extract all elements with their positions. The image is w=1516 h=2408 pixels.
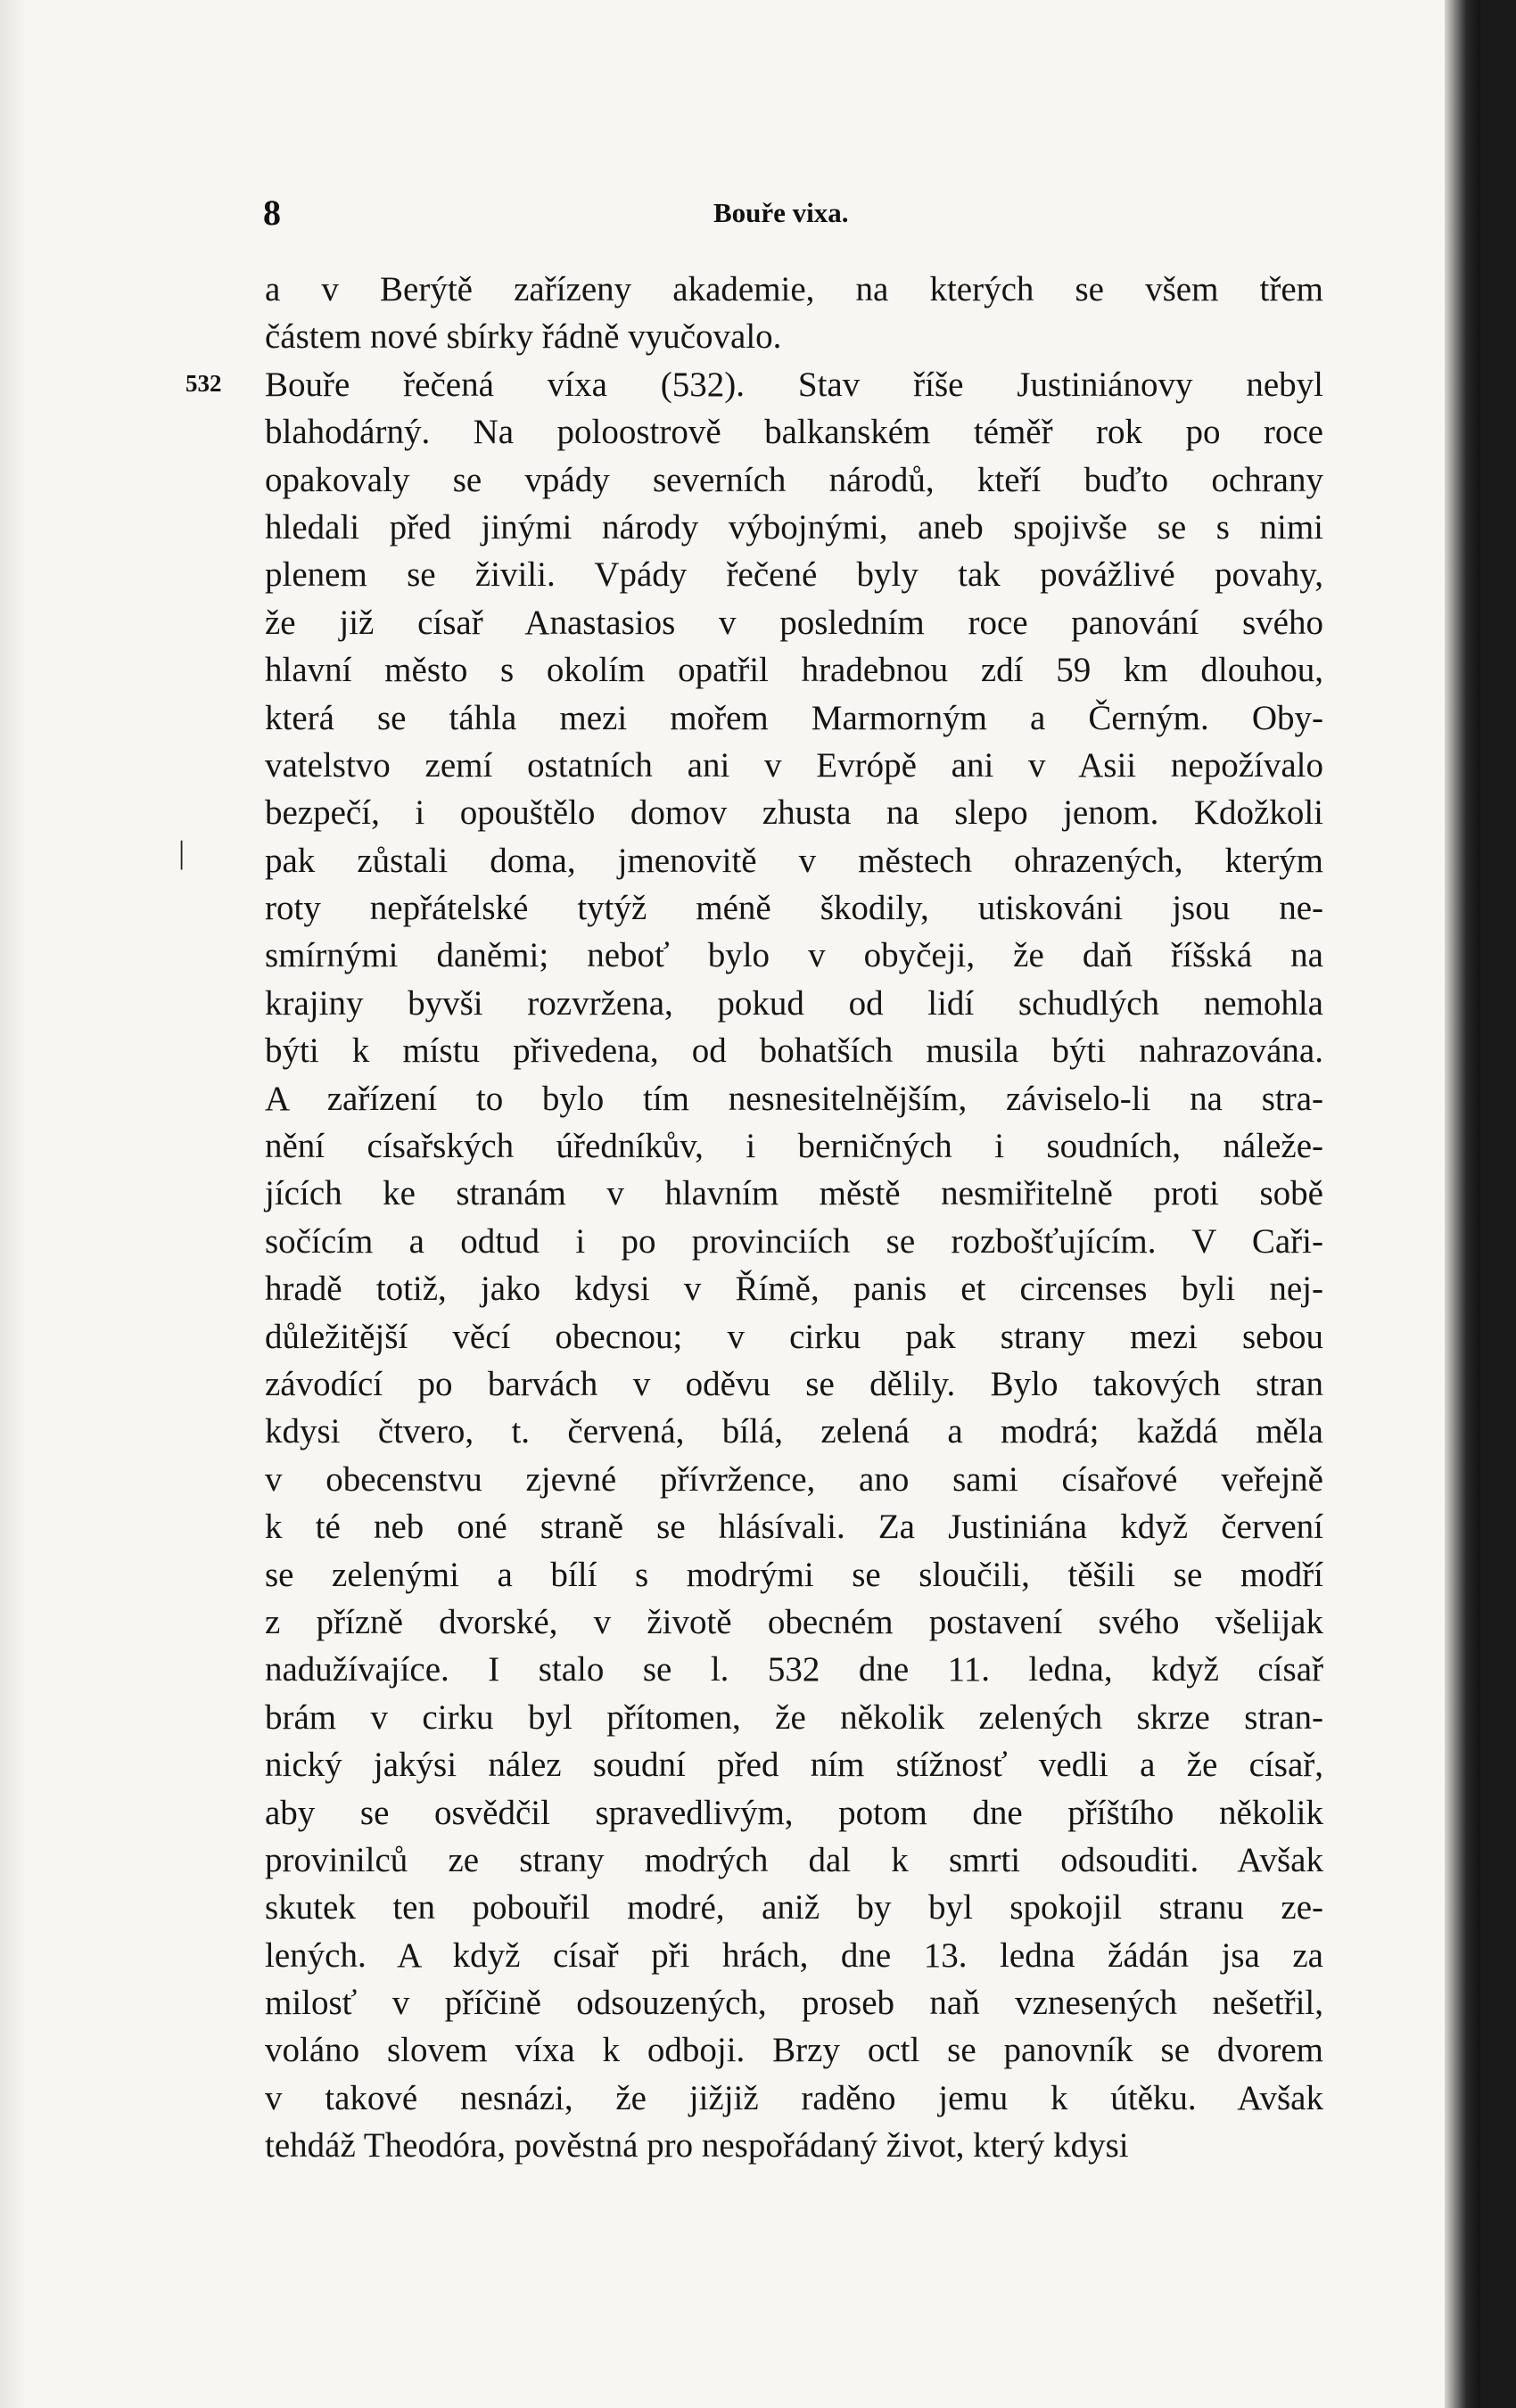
text-line: hledali před jinými národy výbojnými, aneb spojivše se s nimi (265, 507, 1323, 547)
text-line: milosť v příčině odsouzených, proseb naň vznesených nešetřil, (265, 1984, 1323, 2023)
text-line: blahodárný. Na poloostrově balkanském téměř rok po roce (265, 413, 1323, 452)
text-line: plenem se živili. Vpády řečené byly tak povážlivé povahy, (265, 555, 1323, 595)
text-line: Bouře řečená víxa (532). Stav říše Justiniánovy nebyl (265, 365, 1323, 404)
text-line: provinilců ze strany modrých dal k smrti odsouditi. Avšak (265, 1840, 1323, 1879)
text-line: částem nové sbírky řádně vyučovalo. (265, 317, 782, 357)
text-line: kdysi čtvero, t. červená, bílá, zelená a modrá; každá měla (265, 1412, 1323, 1451)
text-line: v takové nesnázi, že jižjiž raděno jemu k útěku. Avšak (265, 2078, 1323, 2117)
page-edge (1445, 0, 1480, 2408)
text-line: A zařízení to bylo tím nesnesitelnějším, záviselo-li na stra- (265, 1079, 1323, 1118)
text-line: závodící po barvách v oděvu se dělily. Bylo takových stran (265, 1364, 1323, 1403)
text-line: skutek ten pobouřil modré, aniž by byl spokojil stranu ze- (265, 1888, 1323, 1927)
text-line: a v Berýtě zařízeny akademie, na kterých se všem třem (265, 270, 1323, 308)
text-line: hradě totiž, jako kdysi v Římě, panis et circenses byli nej- (265, 1270, 1323, 1309)
margin-year-note: 532 (185, 370, 222, 397)
text-line: k té neb oné straně se hlásívali. Za Justiniána když červení (265, 1508, 1323, 1547)
text-line: v obecenstvu zjevné přívržence, ano sami císařové veřejně (265, 1459, 1323, 1499)
text-line: sočícím a odtud i po provinciích se rozbošťujícím. V Caři- (265, 1221, 1323, 1261)
text-line: bezpečí, i opouštělo domov zhusta na slepo jenom. Kdožkoli (265, 793, 1323, 833)
running-title: Bouře vixa. (713, 197, 849, 228)
text-line: nický jakýsi nález soudní před ním stížnosť vedli a že císař, (265, 1746, 1323, 1785)
text-line: hlavní město s okolím opatřil hradebnou zdí 59 km dlouhou, (265, 651, 1323, 690)
text-line: krajiny byvši rozvržena, pokud od lidí schudlých nemohla (265, 983, 1323, 1023)
text-line: která se táhla mezi mořem Marmorným a Černým. Oby- (265, 698, 1323, 737)
page-number: 8 (263, 193, 281, 233)
text-line: brám v cirku byl přítomen, že několik zelených skrze stran- (265, 1697, 1323, 1737)
text-line: nadužívajíce. I stalo se l. 532 dne 11. ledna, když císař (265, 1650, 1323, 1689)
text-line: smírnými daněmi; neboť bylo v obyčeji, že daň říšská na (265, 936, 1323, 975)
page-gutter-shadow (0, 0, 27, 2408)
text-line: opakovaly se vpády severních národů, kteří buďto ochrany (265, 460, 1323, 499)
text-line: jících ke stranám v hlavním městě nesmiřitelně proti sobě (265, 1174, 1323, 1213)
text-line: se zelenými a bílí s modrými se sloučili, těšili se modří (265, 1555, 1323, 1594)
text-line: že již císař Anastasios v posledním roce panování svého (265, 603, 1323, 642)
text-line: důležitější věcí obecnou; v cirku pak strany mezi sebou (265, 1317, 1323, 1356)
text-line: nění císařských úředníkův, i berničných i soudních, náleže- (265, 1127, 1323, 1166)
page-header (263, 192, 1315, 236)
text-line: tehdáž Theodóra, pověstná pro nespořádaný život, který kdysi (265, 2126, 1129, 2166)
text-line: pak zůstali doma, jmenovitě v městech ohrazených, kterým (265, 841, 1323, 880)
text-line: aby se osvědčil spravedlivým, potom dne příštího několik (265, 1793, 1323, 1832)
text-line: býti k místu přivedena, od bohatších musila býti nahrazována. (265, 1031, 1323, 1071)
text-line: roty nepřátelské tytýž méně škodily, utiskováni jsou ne- (265, 889, 1323, 928)
text-line: voláno slovem víxa k odboji. Brzy octl se panovník se dvorem (265, 2031, 1323, 2070)
text-line: vatelstvo zemí ostatních ani v Evrópě ani v Asii nepožívalo (265, 745, 1323, 785)
text-line: lených. A když císař při hrách, dne 13. ledna žádán jsa za (265, 1935, 1323, 1975)
text-line: z přízně dvorské, v životě obecném postavení svého všelijak (265, 1602, 1323, 1641)
body-text (265, 266, 1323, 2170)
margin-mark: | (178, 834, 185, 870)
